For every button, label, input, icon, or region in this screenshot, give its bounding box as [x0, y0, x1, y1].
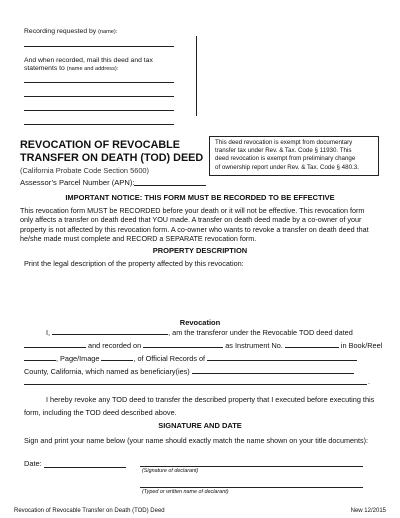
revocation-row-1: [46, 327, 353, 337]
exempt-line-1: This deed revocation is exempt from documentary: [215, 139, 353, 146]
footer-form-title: Revocation of Revocable Transfer on Death (TOD) Deed: [14, 508, 165, 514]
revoke-line-1: I hereby revoke any TOD deed to transfer the described property that I executed before executing this: [46, 395, 375, 404]
property-description-heading: PROPERTY DESCRIPTION: [152, 246, 248, 255]
instrument-no-field[interactable]: [285, 340, 339, 348]
county-beneficiary-text: County, California, which named as beneficiary(ies): [24, 367, 190, 376]
official-records-text: , of Official Records of: [133, 354, 206, 363]
notice-paragraph: [20, 206, 390, 243]
property-description-area[interactable]: [24, 272, 374, 306]
page-image-text: , Page/Image: [56, 354, 100, 363]
revocation-row-2: [24, 340, 382, 350]
recorded-date-field[interactable]: [143, 340, 223, 348]
mail-address-line-1[interactable]: [24, 82, 174, 83]
deed-date-field[interactable]: [24, 340, 86, 348]
requested-by-text: Recording requested by: [24, 28, 97, 35]
date-label: Date:: [24, 459, 42, 468]
revocation-row-4: [24, 366, 354, 376]
book-reel-text: in Book/Reel: [340, 341, 383, 350]
signature-line[interactable]: [140, 466, 363, 467]
revocation-heading: Revocation: [179, 318, 221, 327]
transferor-name-field[interactable]: [52, 327, 168, 335]
mail-hint: (name and address):: [66, 66, 119, 73]
document-title: [20, 139, 203, 164]
requested-by-hint: (name):: [98, 29, 118, 35]
title-line-1: REVOCATION OF REVOCABLE: [20, 139, 180, 151]
date-field[interactable]: [44, 467, 126, 468]
notice-line-2: only affects a transfer on death deed that YOU made. A transfer on death deed made by a co-owner of your: [20, 215, 362, 225]
beneficiary-continuation-line[interactable]: [24, 384, 367, 385]
notice-line-1: This revocation form MUST be RECORDED before your death or it will not be effective. This revocation form: [20, 206, 365, 215]
mail-address-line-2[interactable]: [24, 96, 174, 97]
revocation-row-3: [24, 353, 357, 363]
footer-revision-date: New 12/2015: [350, 508, 386, 514]
county-records-field[interactable]: [207, 353, 357, 361]
tax-exempt-box: [209, 136, 379, 176]
signature-caption: (Signature of declarant): [142, 468, 199, 474]
i-label: I,: [46, 328, 51, 337]
requested-by-line[interactable]: [24, 46, 174, 47]
exempt-line-2: transfer tax under Rev. & Tax. Code § 11930. This: [215, 147, 352, 155]
probate-code-reference: (California Probate Code Section 5600): [20, 166, 150, 175]
recording-divider: [196, 36, 197, 116]
recording-requested-label: [24, 28, 117, 36]
apn-input-line[interactable]: [134, 185, 206, 186]
page-image-field[interactable]: [101, 353, 133, 361]
printed-name-caption: (Typed or written name of declarant): [142, 489, 229, 495]
printed-name-line[interactable]: [140, 487, 363, 488]
mail-address-line-3[interactable]: [24, 110, 174, 111]
exempt-line-4: of ownership report under Rev. & Tax. Code § 480.3.: [215, 163, 359, 171]
title-line-2: TRANSFER ON DEATH (TOD) DEED: [20, 151, 204, 164]
notice-line-4: he/she made must complete and RECORD a SEPARATE revocation form.: [20, 233, 257, 243]
instrument-no-text: as Instrument No.: [225, 341, 283, 350]
notice-line-3: property is not affected by this revocation form. A co-owner who wants to revoke a transfer on death deed that: [20, 224, 369, 234]
revoke-line-2: form, including the TOD deed described above.: [24, 408, 177, 417]
book-reel-field[interactable]: [24, 353, 56, 361]
apn-label: Assessor’s Parcel Number (APN):: [20, 178, 135, 187]
mail-to-label: [24, 57, 194, 73]
signature-date-heading: SIGNATURE AND DATE: [158, 421, 242, 430]
recorded-on-text: and recorded on: [88, 341, 142, 350]
apn-row: [20, 178, 135, 187]
mail-line-1: And when recorded, mail this deed and tax: [24, 57, 153, 64]
transferor-text: , am the transferor under the Revocable TOD deed dated: [168, 328, 353, 337]
mail-address-line-4[interactable]: [24, 124, 174, 125]
exempt-line-3: deed revocation is exempt from preliminary change: [215, 155, 356, 163]
period-mark: .: [368, 377, 371, 386]
important-notice-heading: IMPORTANT NOTICE: THIS FORM MUST BE RECORDED TO BE EFFECTIVE: [65, 193, 335, 202]
signature-instruction: Sign and print your name below (your name should exactly match the name shown on your title documents):: [24, 436, 368, 445]
mail-line-2: statements to: [24, 65, 65, 73]
property-description-instruction: Print the legal description of the property affected by this revocation:: [24, 259, 244, 268]
beneficiary-field[interactable]: [192, 366, 354, 374]
